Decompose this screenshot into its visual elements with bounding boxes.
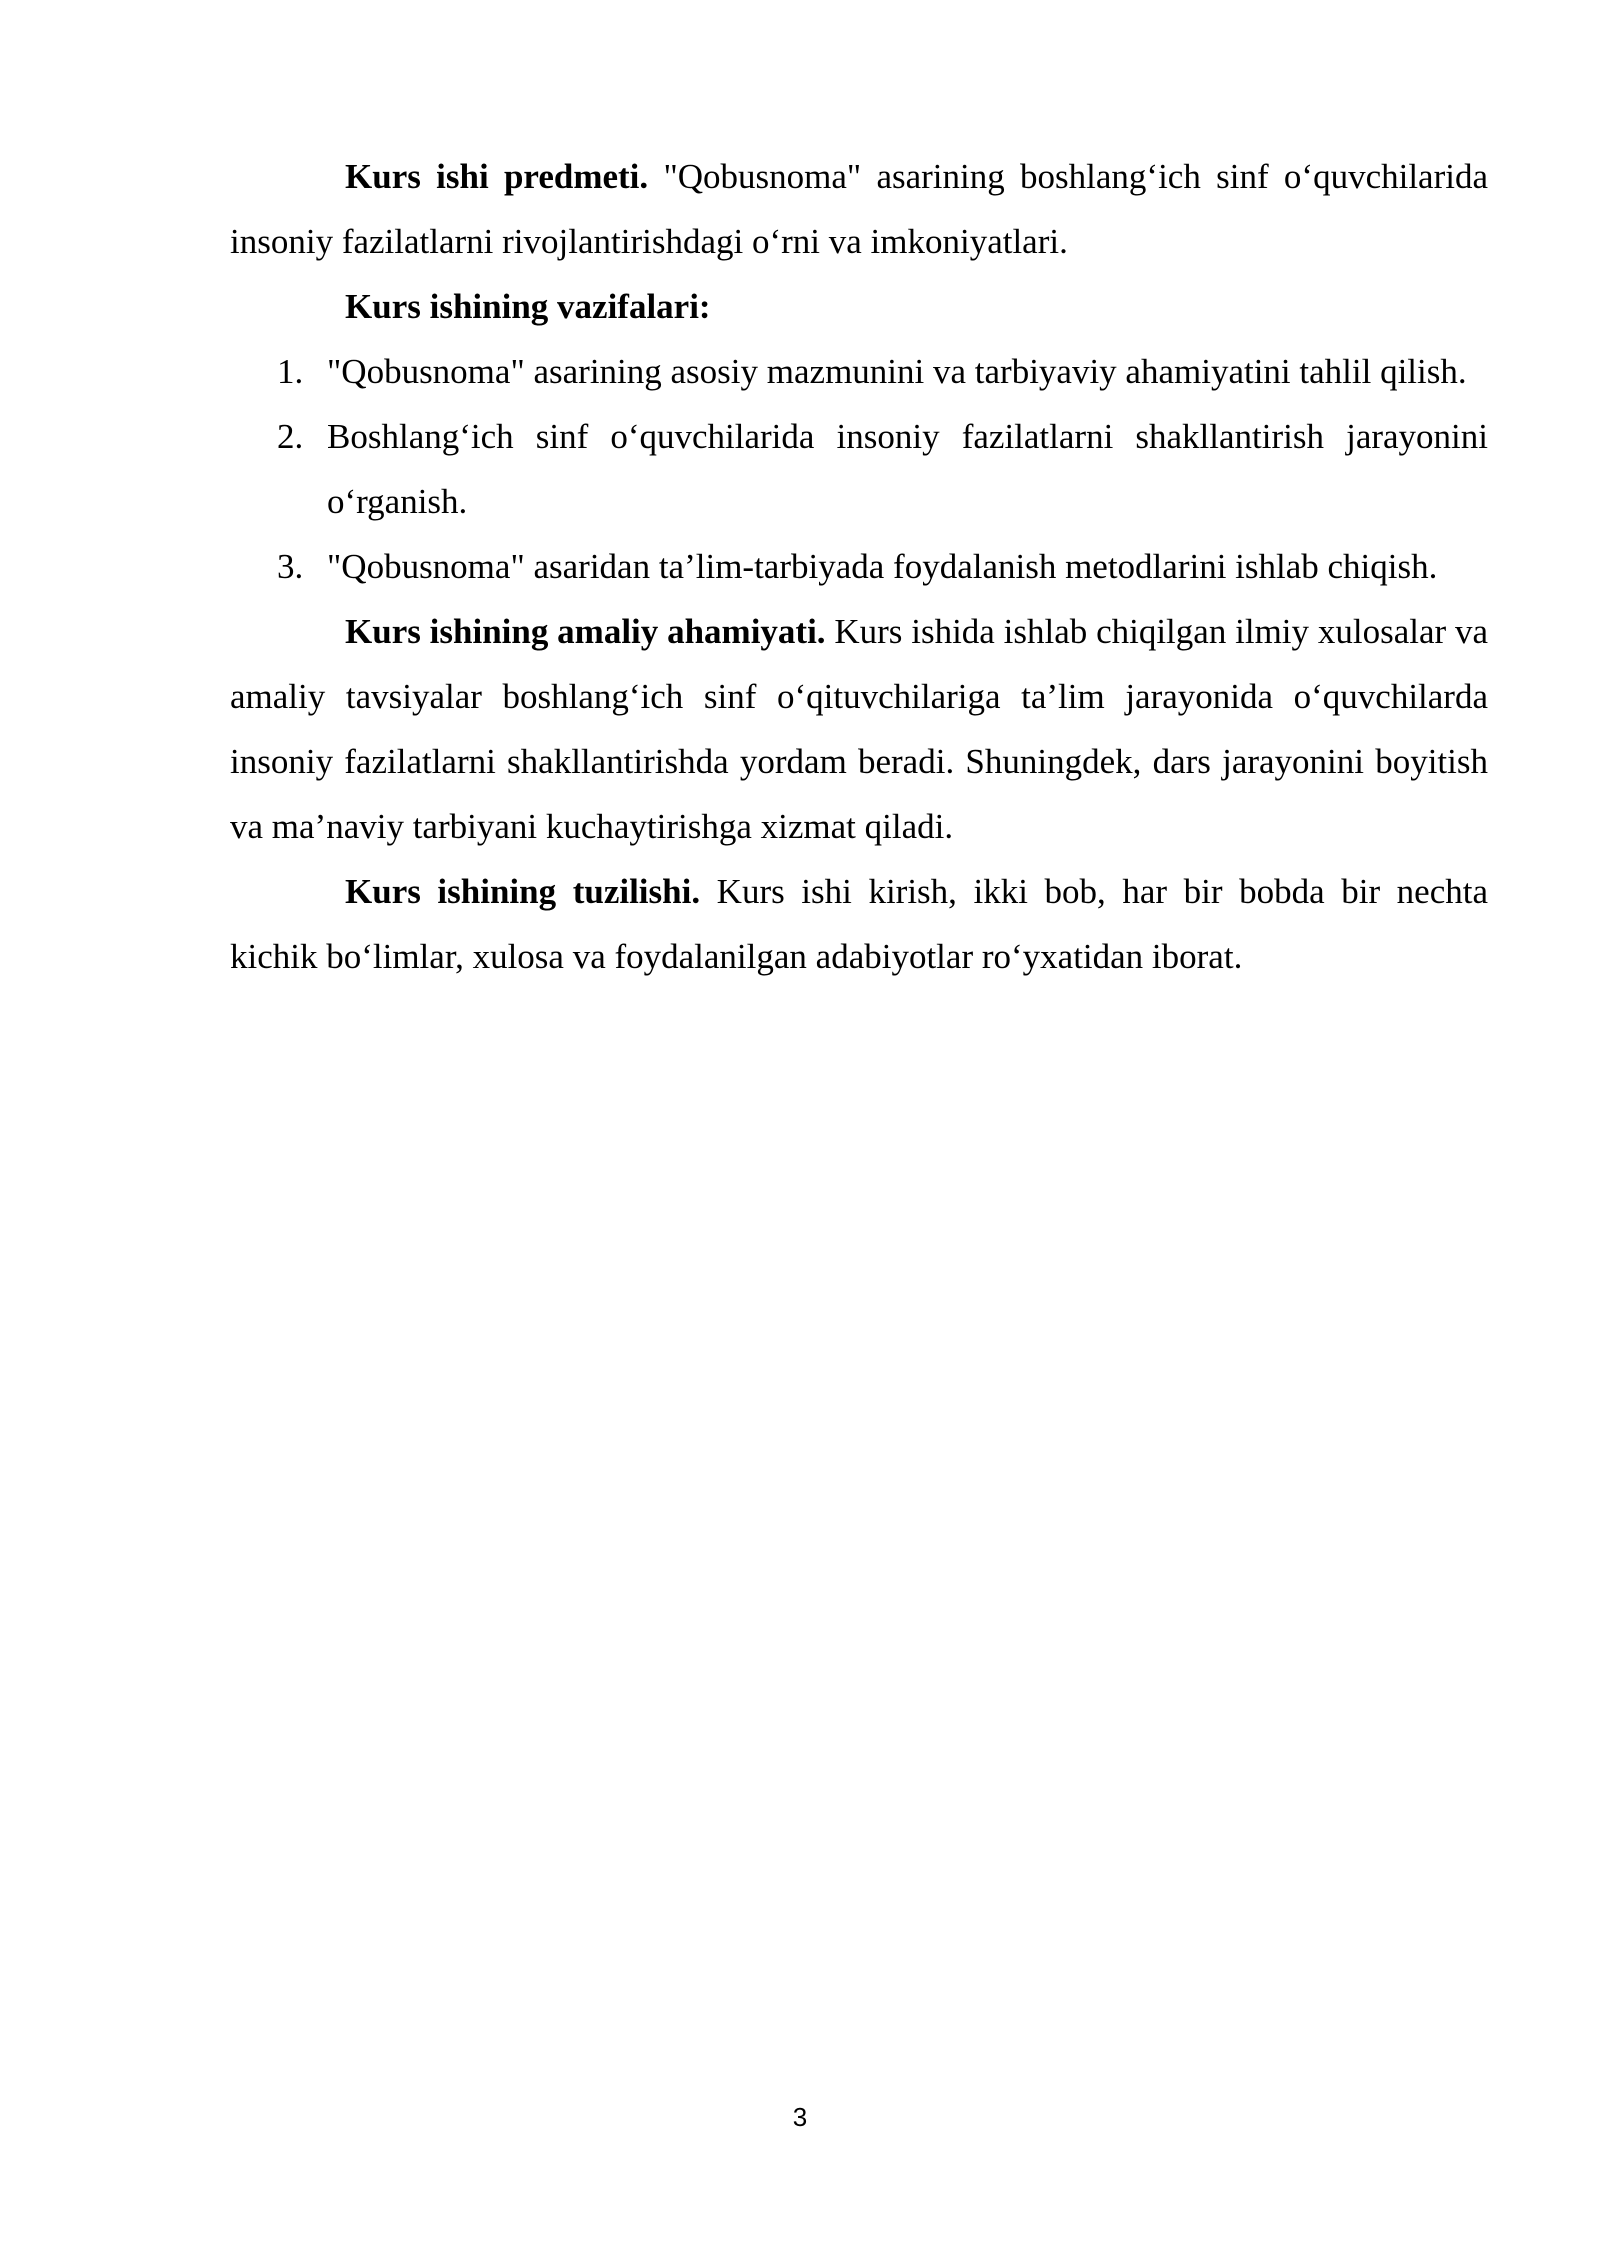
list-item: [230, 339, 1488, 404]
document-body: [230, 144, 1488, 989]
list-item-text: "Qobusnoma" asaridan ta’lim-tarbiyada foydalanish metodlarini ishlab chiqish.: [327, 547, 1438, 586]
tasks-heading: Kurs ishining vazifalari:: [345, 287, 711, 326]
structure-paragraph: [230, 859, 1488, 989]
list-item: [230, 534, 1488, 599]
list-item-number: 1.: [277, 352, 304, 391]
practical-label: Kurs ishining amaliy ahamiyati.: [345, 612, 826, 651]
practical-paragraph: [230, 599, 1488, 859]
list-item-number: 2.: [277, 417, 304, 456]
list-item-number: 3.: [277, 547, 304, 586]
subject-paragraph: [230, 144, 1488, 274]
list-item-text: Boshlang‘ich sinf o‘quvchilarida insoniy fazilatlarni shakllantirish jarayonini o‘rganish.: [327, 417, 1488, 521]
list-item-text: "Qobusnoma" asarining asosiy mazmunini va tarbiyaviy ahamiyatini tahlil qilish.: [327, 352, 1467, 391]
subject-text: "Qobusnoma" asarining boshlang‘ich sinf o‘quvchilarida insoniy fazilatlarni rivojlantirishdagi o‘rni va imkoniyatlari.: [230, 157, 1488, 261]
structure-label: Kurs ishining tuzilishi.: [345, 872, 701, 911]
list-item: [230, 404, 1488, 534]
page-number: 3: [792, 2102, 808, 2132]
subject-label: Kurs ishi predmeti.: [345, 157, 649, 196]
tasks-list: [230, 339, 1488, 599]
structure-text: Kurs ishi kirish, ikki bob, har bir bobda bir nechta kichik bo‘limlar, xulosa va foydalanilgan adabiyotlar ro‘yxatidan iborat.: [230, 872, 1489, 976]
practical-text: Kurs ishida ishlab chiqilgan ilmiy xulosalar va amaliy tavsiyalar boshlang‘ich sinf o‘qituvchilariga ta’lim jarayonida o‘quvchilarda insoniy fazilatlarni shakllantirishda yordam beradi. Shuningdek, dars jarayonini boyitish va ma’naviy tarbiyani kuchaytirishga xizmat qiladi.: [230, 612, 1488, 846]
